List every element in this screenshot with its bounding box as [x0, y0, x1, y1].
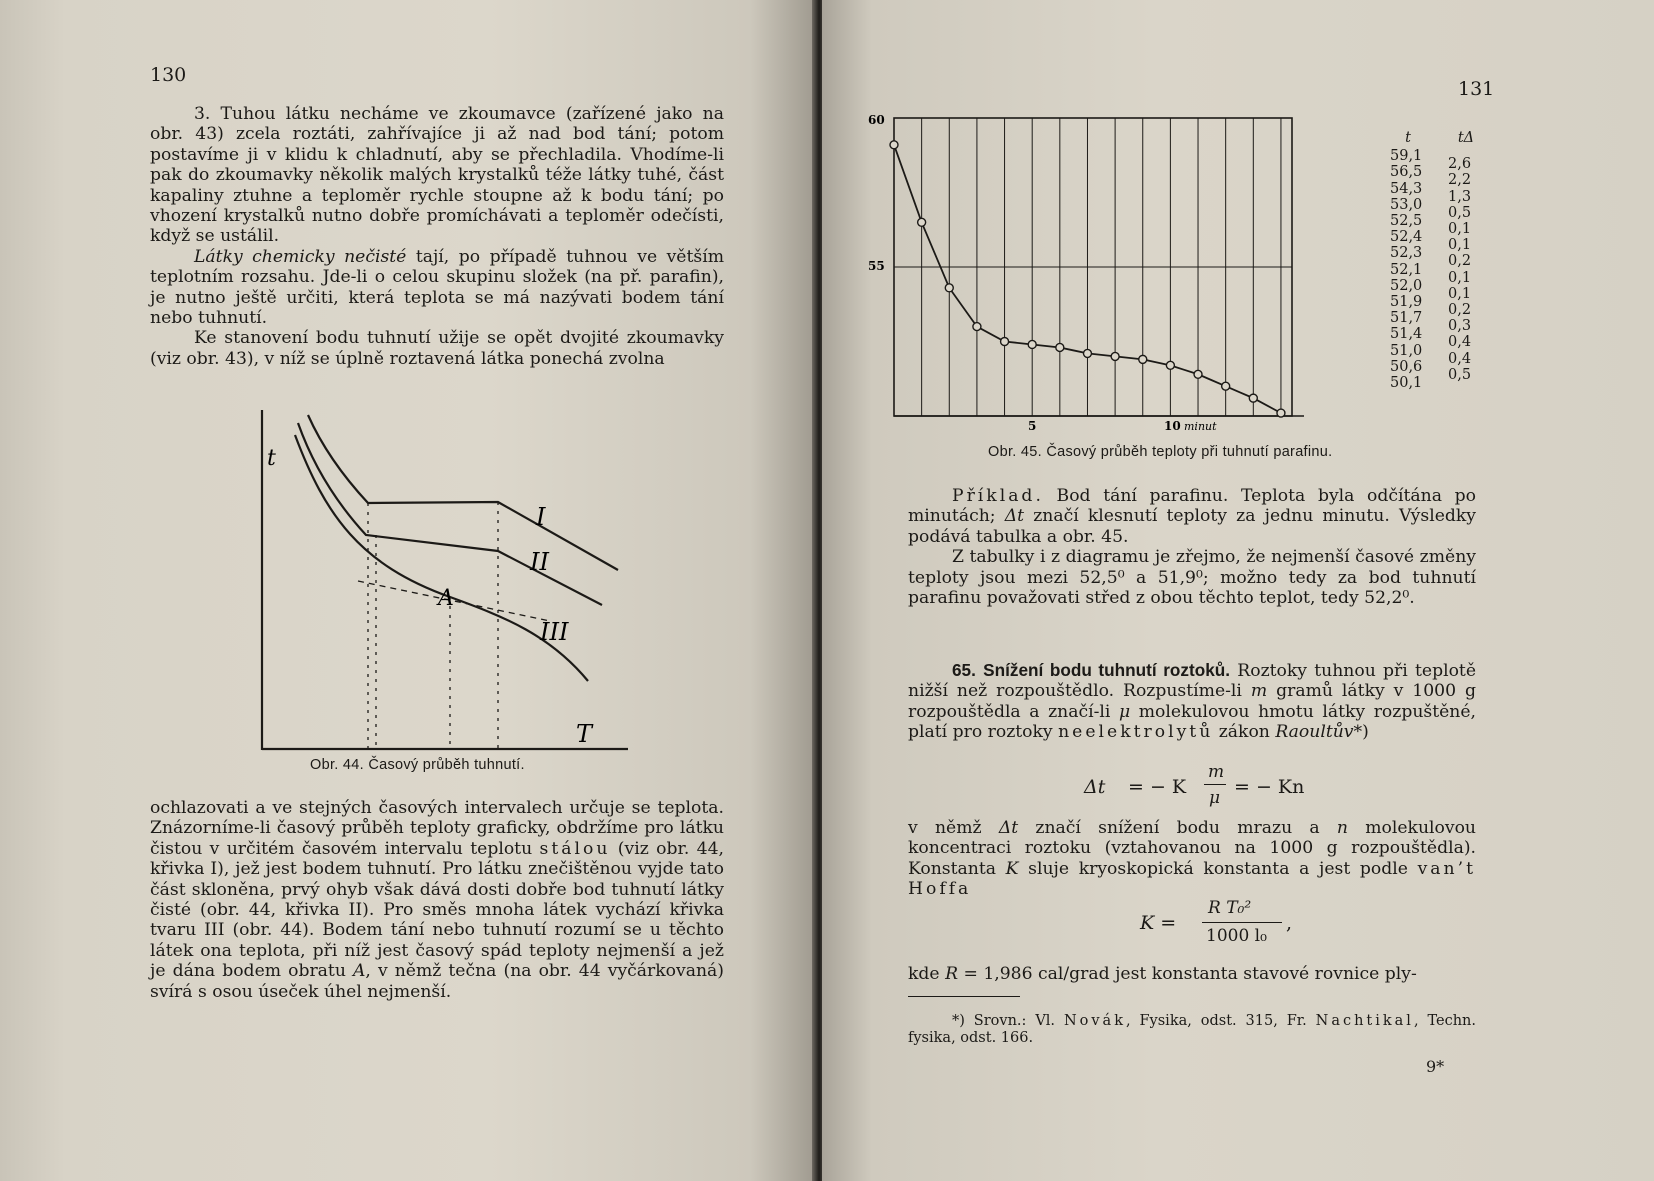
page-number-right: 131	[1458, 78, 1495, 100]
section-text-a: Roztoky tuhnou při teplotě nižší než rozpouštědlo. Rozpustíme-li	[908, 661, 1476, 702]
cooling-text-a: ochlazovati a ve stejných časových intervalech určuje se teplota. Znázorníme-li časový průběh teploty graficky, obdržíme pro látku čistou v určitém časovém intervalu teplotu	[150, 798, 724, 859]
fig45-caption: Obr. 45. Časový průběh teploty při tuhnutí parafinu.	[988, 444, 1333, 460]
table-t-value: 51,9	[1390, 294, 1423, 311]
table-dt-value: 0,3	[1448, 318, 1472, 335]
table-t-value: 51,7	[1390, 310, 1423, 327]
section-text-e: *)	[1353, 722, 1369, 743]
table-dt-value: 0,1	[1448, 269, 1472, 286]
section-text-d: zákon	[1213, 722, 1276, 743]
footnote-b: , Fysika, odst. 315, Fr.	[1125, 1013, 1316, 1029]
table-header-dt: tΔ	[1457, 130, 1475, 146]
fig45-data-point	[945, 284, 953, 292]
vnemz-c: molekulovou koncentraci roztoku (vztahovanou na 1000 g rozpouštědla). Konstanta	[908, 818, 1476, 879]
fig44-curve-label-III: III	[540, 618, 569, 646]
formula-raoult	[1084, 762, 1424, 812]
section-text-c: molekulovou hmotu látky rozpuštěné, platí pro roztoky	[908, 701, 1476, 743]
formula-vanthoff	[1140, 898, 1340, 952]
footnote-a: *) Srovn.: Vl.	[952, 1013, 1064, 1029]
fig45-data-point	[1194, 370, 1202, 378]
signature-mark: 9*	[1426, 1057, 1445, 1076]
table-t-value: 51,0	[1390, 342, 1423, 359]
table-t-value: 52,0	[1390, 277, 1423, 294]
paragraph-kryoskopic	[908, 818, 1476, 900]
fig45-data-point	[1083, 349, 1091, 357]
vnemz-dt: Δt	[998, 818, 1019, 838]
paragraph-cooling	[150, 798, 724, 1002]
formula2-num: R T₀²	[1208, 898, 1252, 918]
table-dt-value: 0,1	[1448, 285, 1472, 302]
kde-b: = 1,986 cal/grad jest konstanta stavové rovnice ply-	[958, 964, 1417, 984]
vnemz-a: v němž	[908, 818, 999, 838]
footnote-rule	[908, 996, 1020, 997]
formula1-rhs: = − Kn	[1234, 776, 1305, 798]
fig44-curve-label-I: I	[536, 503, 546, 531]
table-t-value: 54,3	[1390, 180, 1423, 197]
section-spaced: neelektrolytů	[1058, 722, 1214, 743]
left-bottom-text	[150, 798, 724, 1002]
fig45-grid	[894, 118, 1304, 416]
table-t-value: 50,1	[1390, 375, 1423, 392]
table-t-value: 50,6	[1390, 358, 1423, 375]
section-mu: μ	[1118, 701, 1131, 722]
table-dt-value: 0,2	[1448, 302, 1472, 319]
figure-44	[250, 405, 640, 755]
section-number: 65.	[952, 660, 976, 680]
fig45-x-tick-10: 10	[1164, 419, 1181, 433]
section-title: Snížení bodu tuhnutí roztoků.	[983, 660, 1231, 680]
fig44-curve-label-II: II	[530, 548, 549, 576]
vnemz-n: n	[1336, 818, 1348, 838]
kde-R: R	[945, 964, 959, 984]
fig44-tangent	[358, 581, 550, 621]
fig45-data-point	[1249, 394, 1257, 402]
section-raoult: Raoultův	[1275, 722, 1354, 743]
fig44-point-label: A	[438, 586, 454, 611]
table-dt-value: 0,4	[1448, 334, 1472, 351]
paragraph-determination: Ke stanovení bodu tuhnutí užije se opět dvojité zkoumavky (viz obr. 43), v níž se úplně roztavená látka ponechá zvolna	[150, 328, 724, 369]
right-text-2	[908, 818, 1476, 900]
table-dt-value: 2,6	[1448, 156, 1472, 173]
formula2-tail: ,	[1286, 912, 1293, 934]
cooling-point-A: A	[352, 961, 366, 982]
table-t-value: 59,1	[1390, 148, 1423, 165]
vnemz-b: značí snížení bodu mrazu a	[1018, 818, 1337, 838]
cooling-text-b: (viz obr. 44, křivka I), jež jest bodem tuhnutí. Pro látku znečištěnou vyjde tato část skloněna, prvý ohyb však dává dosti dobře bod tuhnutí látky čisté (obr. 44, křivka II). Pro směs mnoha látek vychází křivka tvaru III (obr. 44). Bodem tání nebo tuhnutí rozumí se u těchto látek ona teplota, při níž jest časový spád teploty nejmenší a jež je dána bodem obratu	[150, 838, 724, 982]
left-page	[0, 0, 815, 1181]
fig45-data-point	[1277, 409, 1285, 417]
example-dt: Δt	[1004, 506, 1025, 527]
footnote-nachtikal: Nachtikal	[1315, 1013, 1414, 1029]
figure-45-chart	[868, 104, 1348, 444]
table-dt-value: 2,2	[1448, 172, 1472, 189]
fig45-data-point	[1166, 361, 1174, 369]
section-text-b: gramů látky v 1000 g rozpouštědla a značí-li	[908, 681, 1476, 722]
fig45-data-point	[973, 323, 981, 331]
formula1-num: m	[1208, 762, 1225, 782]
table-dt-value: 0,1	[1448, 237, 1472, 254]
right-text-3	[908, 964, 1476, 984]
paragraph-example	[908, 486, 1476, 547]
right-page	[822, 0, 1654, 1181]
formula1-eq1: = − K	[1128, 776, 1187, 798]
vnemz-d: sluje kryoskopická konstanta a jest podle	[1018, 858, 1418, 879]
impure-term: Látky chemicky nečisté	[194, 246, 407, 267]
example-label: Příklad.	[952, 486, 1044, 506]
right-text-section	[908, 660, 1476, 743]
formula1-fraction-bar	[1204, 784, 1226, 785]
fig45-y-tick-55: 55	[868, 259, 885, 273]
fig45-data-point	[890, 141, 898, 149]
fig45-data-point	[1139, 355, 1147, 363]
kde-a: kde	[908, 964, 946, 984]
fig45-x-unit: minut	[1184, 420, 1217, 433]
impure-text: tají, po případě tuhnou ve větším teplotním rozsahu. Jde-li o celou skupinu složek (na př. parafin), je nutno ještě určiti, která teplota se má nazývati bodem tání nebo tuhnutí.	[150, 246, 725, 329]
table-t-value: 52,1	[1390, 261, 1423, 278]
paragraph-section-65	[908, 660, 1476, 743]
table-t-value: 52,3	[1390, 245, 1423, 262]
formula2-den: 1000 l₀	[1206, 926, 1267, 946]
page-number-left: 130	[150, 64, 187, 86]
vnemz-K: K	[1005, 858, 1019, 879]
fig45-y-tick-60: 60	[868, 113, 885, 127]
fig44-y-label: t	[267, 446, 276, 471]
table-dt-value: 0,4	[1448, 350, 1472, 367]
section-m: m	[1250, 681, 1268, 702]
fig45-data-point	[1028, 340, 1036, 348]
paragraph-kde	[908, 964, 1476, 984]
footnote-novak: Novák	[1063, 1013, 1126, 1029]
cooling-text-c: , v němž tečna (na obr. 44 vyčárkovaná) svírá s osou úseček úhel nejmenší.	[150, 961, 724, 1002]
footnote-c: , Techn. fysika, odst. 166.	[908, 1013, 1476, 1046]
left-top-text	[150, 104, 724, 369]
fig45-data-point	[1111, 352, 1119, 360]
formula1-lhs: Δt	[1084, 776, 1106, 798]
table-dt-value: 1,3	[1448, 188, 1472, 205]
fig45-data-point	[1001, 338, 1009, 346]
footnote	[908, 1013, 1476, 1047]
fig45-data-point	[1056, 343, 1064, 351]
table-dt-value: 0,1	[1448, 221, 1472, 238]
table-t-value: 51,4	[1390, 326, 1423, 343]
fig44-x-label: T	[576, 720, 593, 748]
table-header-t: t	[1405, 130, 1411, 146]
fig45-table-dt	[1448, 130, 1484, 383]
table-dt-value: 0,5	[1448, 204, 1472, 221]
paragraph-impure	[150, 247, 724, 329]
fig45-data-point	[1222, 382, 1230, 390]
fig44-caption: Obr. 44. Časový průběh tuhnutí.	[310, 757, 525, 773]
fig44-curve-II	[298, 423, 602, 605]
paragraph-table-conclusion: Z tabulky i z diagramu je zřejmo, že nejmenší časové změny teploty jsou mezi 52,5⁰ a 51,9⁰; možno tedy za bod tuhnutí parafinu považovati střed z obou těchto teplot, tedy 52,2⁰.	[908, 547, 1476, 609]
fig45-table-t	[1390, 130, 1426, 391]
table-t-value: 52,5	[1390, 213, 1423, 230]
table-t-value: 53,0	[1390, 196, 1423, 213]
fig45-x-tick-5: 5	[1028, 419, 1037, 433]
example-text-a: Bod tání parafinu. Teplota byla odčítána po minutách;	[908, 486, 1476, 527]
table-t-value: 52,4	[1390, 229, 1423, 246]
fig45-data-point	[918, 218, 926, 226]
formula2-lhs: K =	[1140, 912, 1177, 934]
table-t-value: 56,5	[1390, 164, 1423, 181]
table-t-column	[1390, 148, 1426, 391]
example-text-b: značí klesnutí teploty za jednu minutu. Výsledky podává tabulka a obr. 45.	[908, 506, 1476, 547]
paragraph-3: 3. Tuhou látku necháme ve zkoumavce (zařízené jako na obr. 43) zcela roztáti, zahřívajíce ji až nad bod tání; potom postavíme ji v klidu k chladnutí, aby se přechladila. Vhodíme-li pak do zkoumavky několik malých krystalků téže látky tuhé, část kapaliny ztuhne a teploměr rychle stoupne až k bodu tání; po vhození krystalků nutno dobře promíchávati a teploměr odečísti, když se ustálil.	[150, 104, 724, 247]
vnemz-vanthoff: van’t Hoffa	[908, 858, 1476, 900]
cooling-spaced-word: stálou	[539, 838, 611, 859]
formula2-fraction-bar	[1202, 922, 1282, 923]
table-dt-value: 0,5	[1448, 366, 1472, 383]
formula1-den: μ	[1209, 788, 1221, 808]
table-dt-column	[1448, 156, 1484, 383]
right-text-1	[908, 486, 1476, 608]
table-dt-value: 0,2	[1448, 253, 1472, 270]
